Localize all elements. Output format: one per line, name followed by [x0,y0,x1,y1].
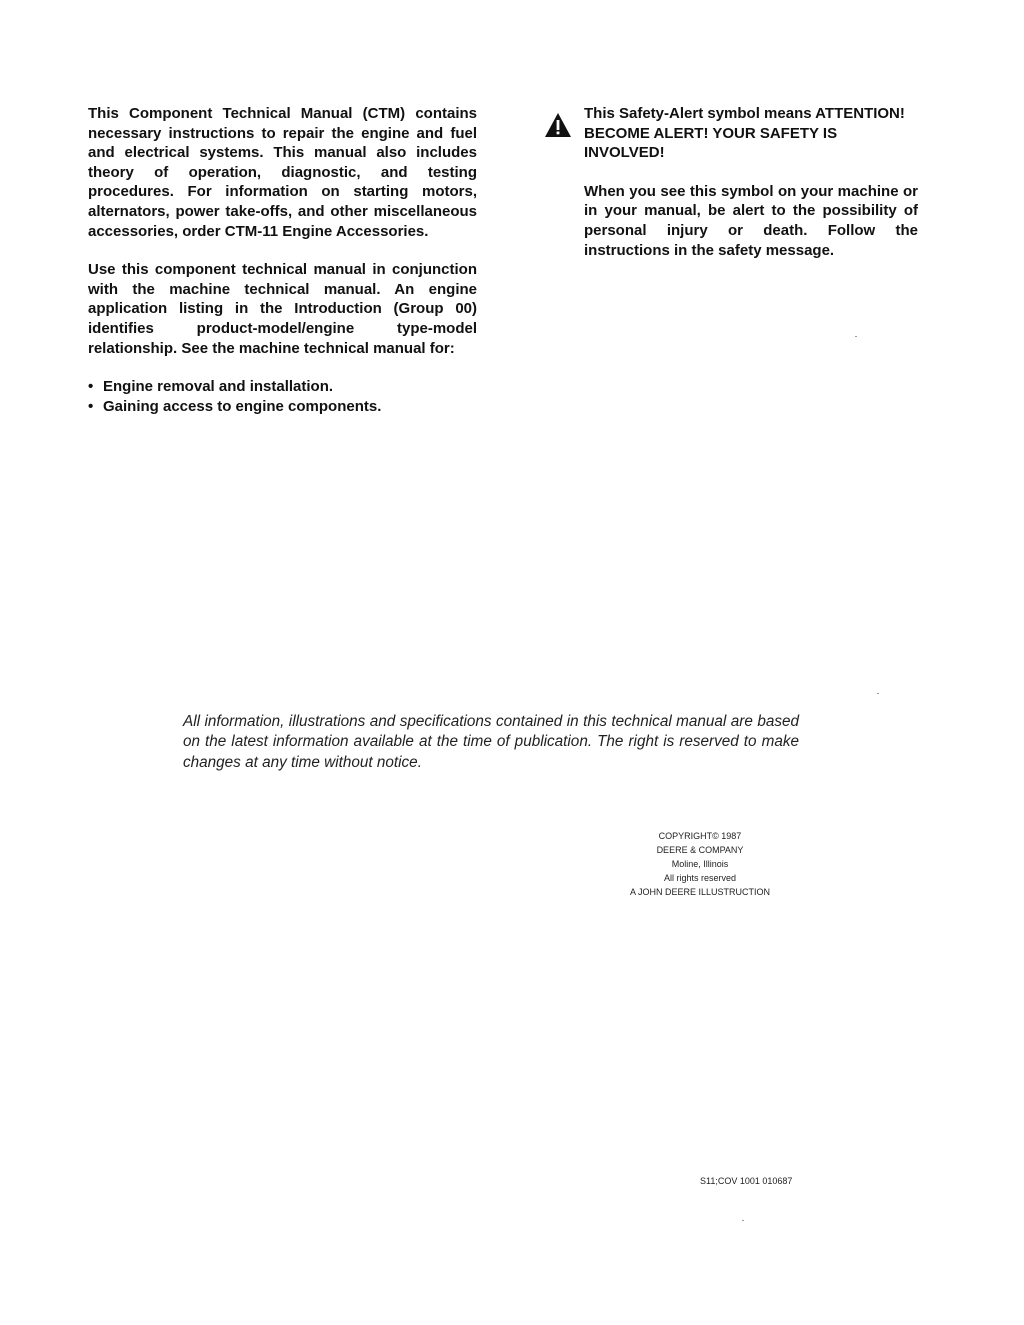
scan-speck [855,336,857,337]
reference-bullet-list [88,377,477,416]
document-code: S11;COV 1001 010687 [700,1176,793,1186]
scan-speck [877,693,879,694]
safety-alert-triangle-icon [544,112,572,138]
disclaimer-text: All information, illustrations and specifications contained in this technical manual are based on the latest information available at the time of publication. The right is reserved to make changes at any time without notice. [183,713,799,771]
paragraph-gap [88,241,477,260]
paragraph-gap [584,163,918,182]
disclaimer-notice [183,712,799,773]
safety-alert-meaning: This Safety-Alert symbol means ATTENTION! BECOME ALERT! YOUR SAFETY IS INVOLVED! [584,105,905,162]
intro-paragraph-ctm: This Component Technical Manual (CTM) contains necessary instructions to repair the engine and fuel and electrical systems. This manual also includes theory of operation, diagnostic, and testing procedures. For information on starting motors, alternators, power take-offs, and other miscellaneous accessories, order CTM-11 Engine Accessories. [88,105,477,240]
copyright-rights: All rights reserved [663,873,737,883]
bullet-item-access-components: • Gaining access to engine components. [88,397,477,417]
intro-paragraph-usage: Use this component technical manual in conjunction with the machine technical manual. An engine application listing in the Introduction (Group 00) identifies product-model/engine type-model relationship. See the machine technical manual for: [88,261,477,357]
copyright-block [580,829,820,899]
paragraph-gap [88,358,477,377]
safety-column [584,104,918,260]
bullet-item-engine-removal: • Engine removal and installation. [88,377,477,397]
copyright-year: COPYRIGHT© 1987 [658,831,742,841]
copyright-company: DEERE & COMPANY [656,845,744,855]
intro-column [88,104,477,416]
copyright-illustruction: A JOHN DEERE ILLUSTRUCTION [629,887,771,897]
safety-alert-instructions: When you see this symbol on your machine or in your manual, be alert to the possibility of personal injury or death. Follow the instructions in the safety message. [584,182,918,259]
scan-speck [742,1220,744,1221]
copyright-location: Moline, Illinois [671,859,729,869]
